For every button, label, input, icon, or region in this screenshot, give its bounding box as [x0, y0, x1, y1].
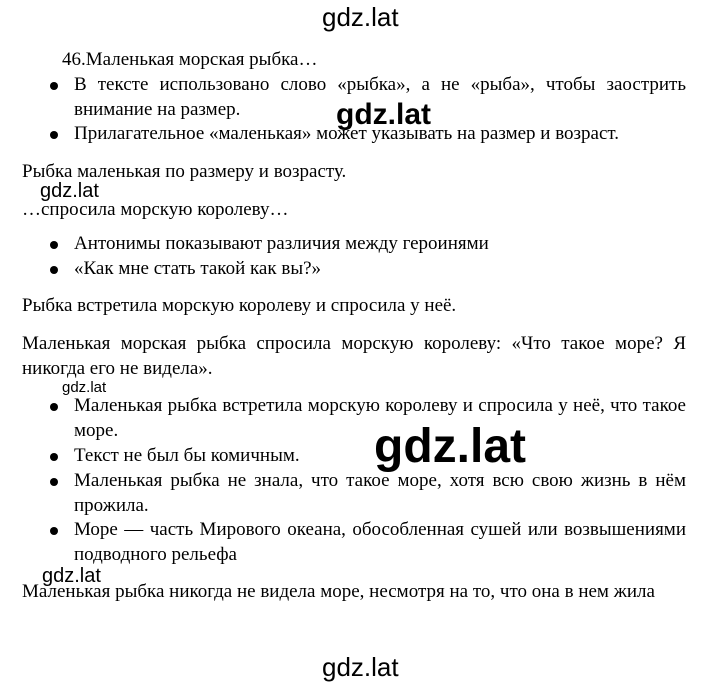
section2-bullet-2: «Как мне стать такой как вы?»: [74, 258, 322, 279]
section3-bullet-1: Маленькая рыбка встретила морскую королеву и спросила у неё, что такое море.: [74, 395, 686, 441]
bullet-dot: [50, 403, 58, 411]
section2-conclusion: Рыбка встретила морскую королеву и спросила у неё.: [22, 295, 457, 316]
section1-heading: 46.Маленькая морская рыбка…: [62, 49, 318, 70]
watermark-small: gdz.lat: [62, 379, 107, 396]
watermark-top: gdz.lat: [322, 2, 399, 32]
section2-bullet-1: Антонимы показывают различия между героинями: [74, 233, 489, 254]
bullet-dot: [50, 478, 58, 486]
section1-conclusion: Рыбка маленькая по размеру и возрасту.: [22, 161, 347, 182]
section3-bullet-2: Текст не был бы комичным.: [74, 445, 300, 466]
watermark-left-2: gdz.lat: [42, 565, 101, 587]
bullet-dot: [50, 131, 58, 139]
section2-heading: …спросила морскую королеву…: [22, 199, 289, 220]
bullet-dot: [50, 82, 58, 90]
watermark-big: gdz.lat: [374, 420, 526, 473]
watermark-left-1: gdz.lat: [40, 180, 99, 202]
watermark-bottom: gdz.lat: [322, 652, 399, 682]
watermark-mid: gdz.lat: [336, 98, 431, 131]
bullet-dot: [50, 241, 58, 249]
section3-conclusion: Маленькая рыбка никогда не видела море, несмотря на то, что она в нем жила: [22, 581, 655, 602]
section1-bullet-1: В тексте использовано слово «рыбка», а не «рыба», чтобы заострить внимание на размер.: [74, 74, 686, 120]
bullet-dot: [50, 453, 58, 461]
section3-bullet-3: Маленькая рыбка не знала, что такое море, хотя всю свою жизнь в нём прожила.: [74, 470, 686, 516]
section3-bullet-4: Море — часть Мирового океана, обособленная сушей или возвышениями подводного рельефа: [74, 519, 686, 565]
bullet-dot: [50, 527, 58, 535]
bullet-dot: [50, 266, 58, 274]
section1-bullet-2: Прилагательное «маленькая» может указывать на размер и возраст.: [74, 123, 620, 144]
section3-paragraph: Маленькая морская рыбка спросила морскую королеву: «Что такое море? Я никогда его не видела».: [22, 333, 686, 379]
